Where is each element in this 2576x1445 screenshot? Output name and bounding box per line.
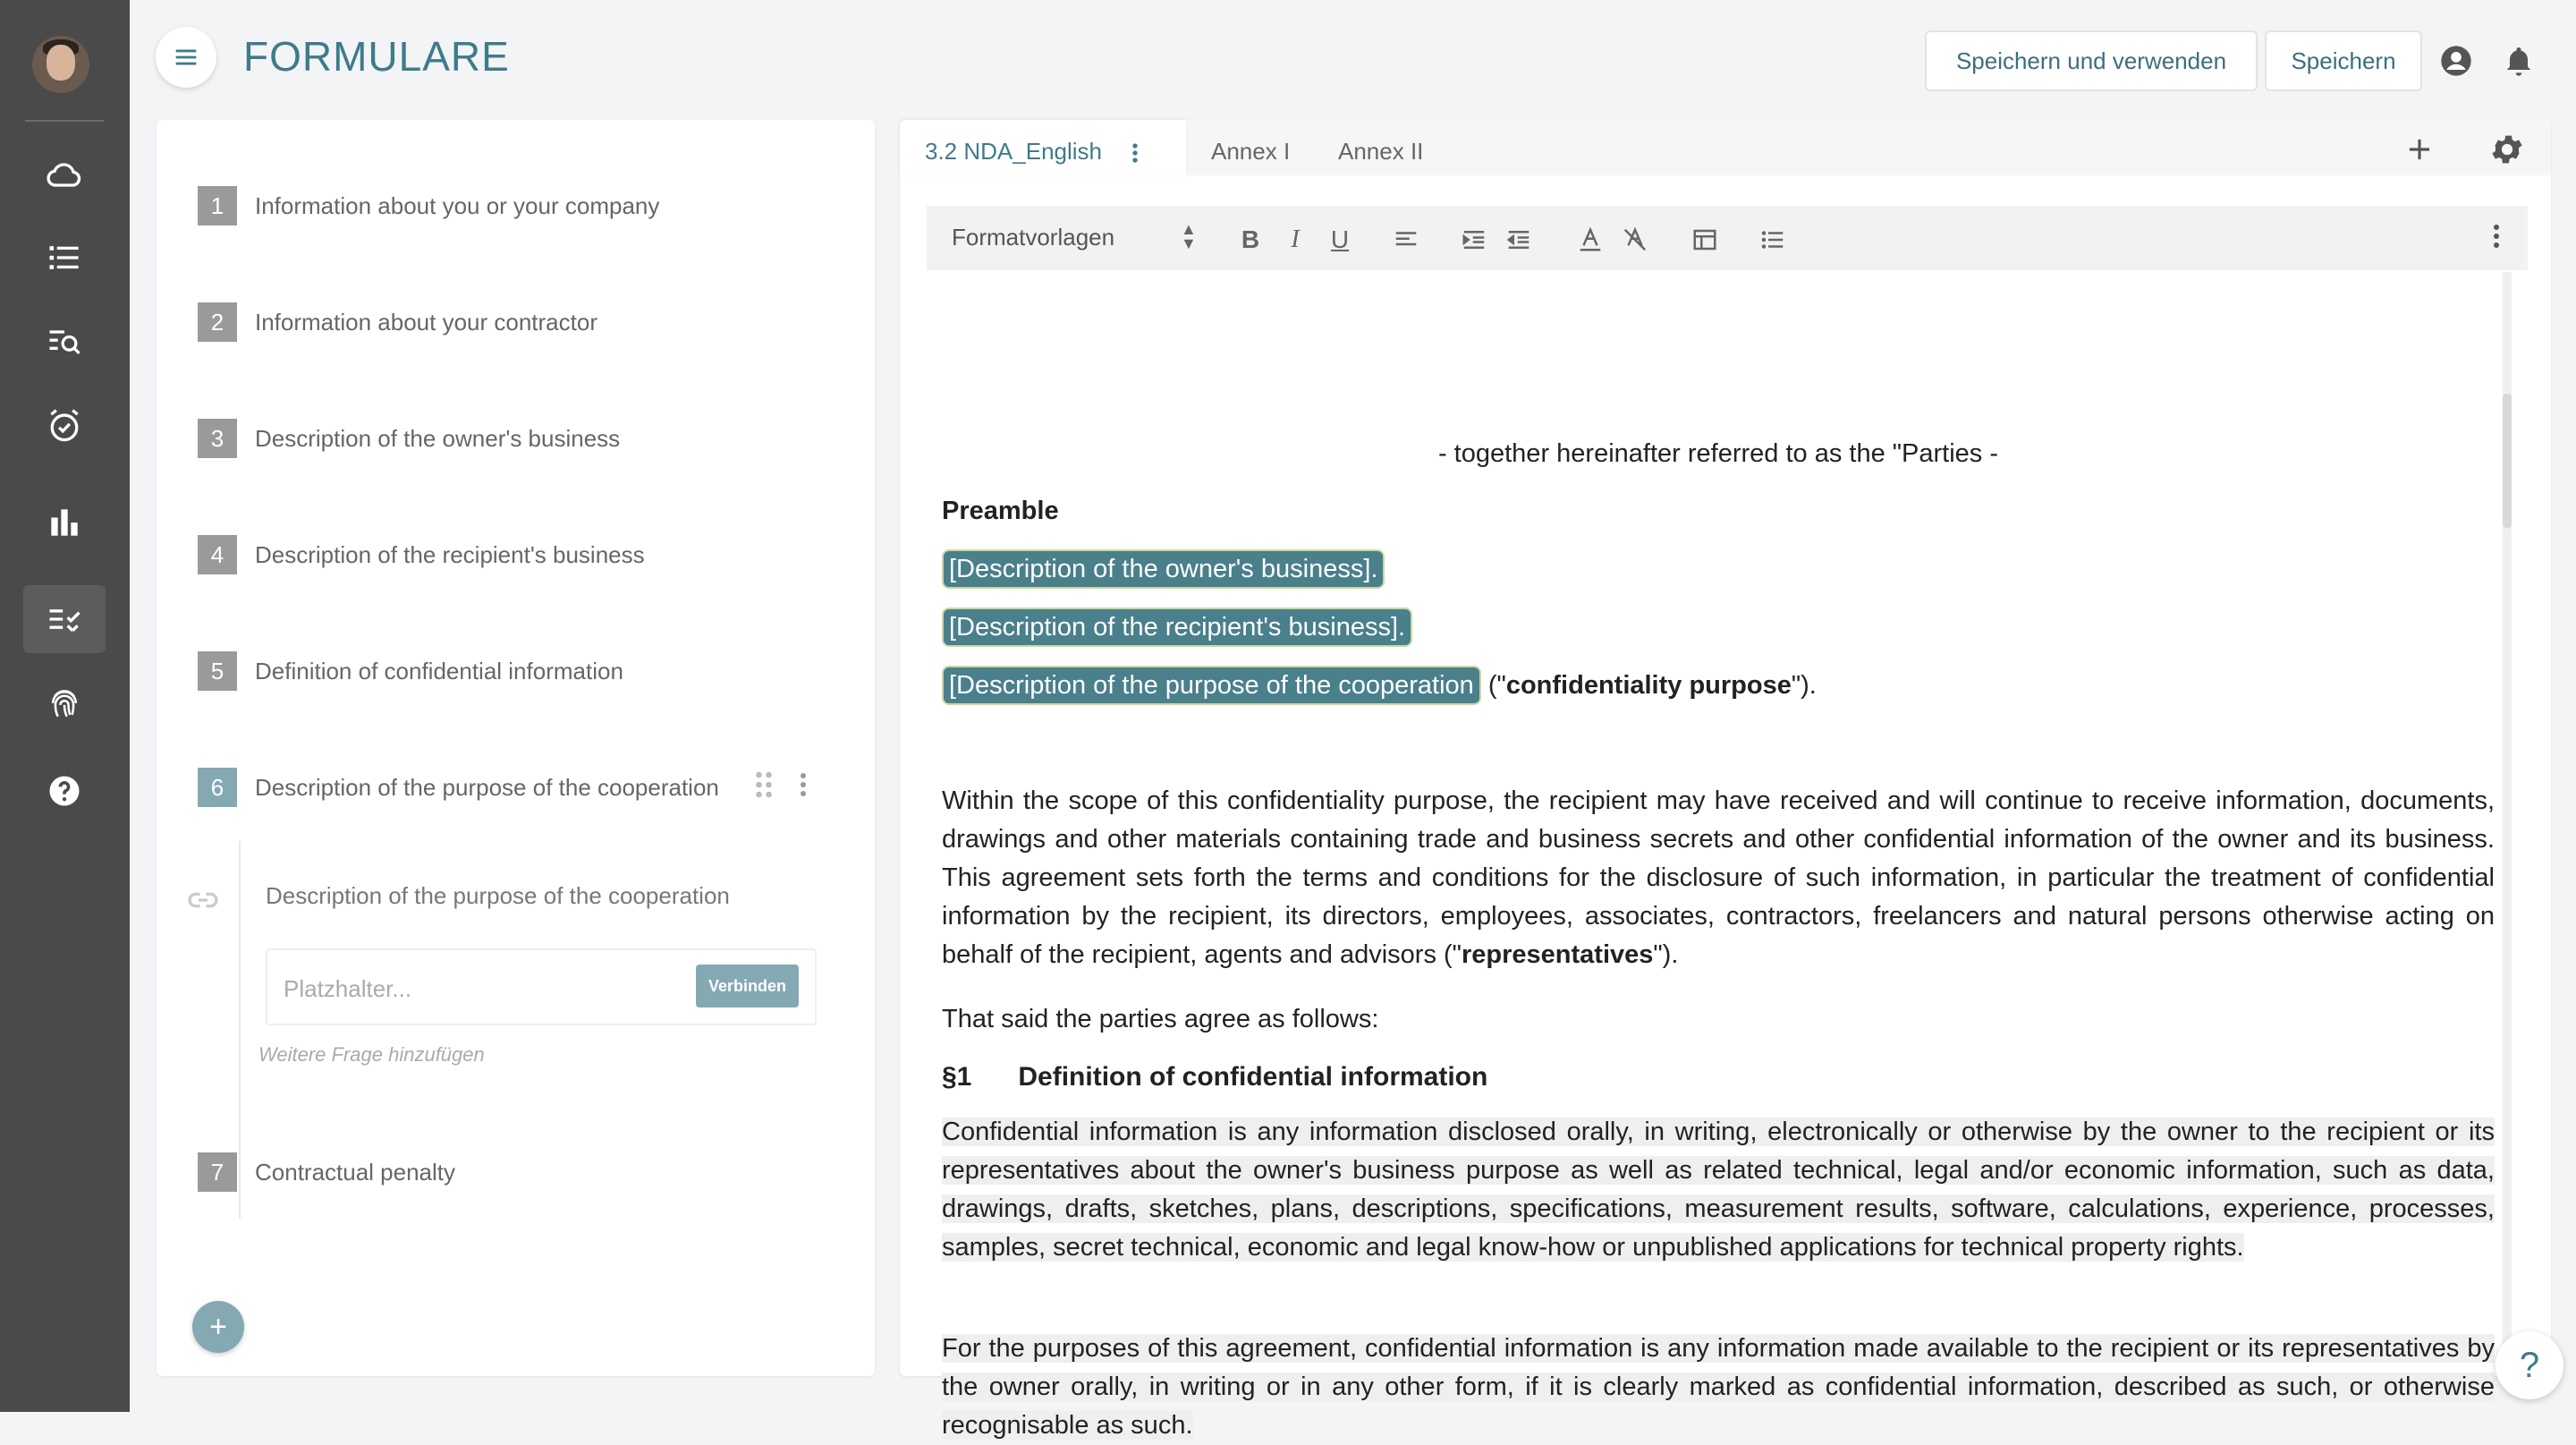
step-1[interactable] bbox=[198, 186, 659, 225]
italic-button[interactable]: I bbox=[1291, 225, 1300, 253]
step-label: Description of the recipient's business bbox=[255, 540, 645, 568]
add-question-link[interactable]: Weitere Frage hinzufügen bbox=[258, 1043, 485, 1066]
definition-paragraph-2: For the purposes of this agreement, confidential information is any information made available to the recipient or its representatives by the owner orally, in writing or in any other form, if it is clearly marked as confidential information, described as such, or otherwise recognisable as such. bbox=[942, 1334, 2495, 1440]
link-icon[interactable] bbox=[185, 882, 221, 922]
page-title: FORMULARE bbox=[243, 33, 510, 80]
step-3[interactable] bbox=[198, 419, 620, 458]
placeholder-input[interactable]: Platzhalter... bbox=[284, 975, 412, 1002]
bullet-list-icon[interactable] bbox=[1755, 222, 1791, 258]
plus-icon: + bbox=[209, 1309, 227, 1344]
questions-panel bbox=[157, 120, 875, 1376]
fingerprint-icon[interactable] bbox=[23, 669, 106, 737]
more-vertical-icon[interactable] bbox=[799, 769, 808, 800]
doc-scrollbar-thumb[interactable] bbox=[2503, 394, 2512, 528]
add-step-button[interactable] bbox=[192, 1301, 244, 1353]
section-1-heading: §1 Definition of confidential information bbox=[942, 1062, 1488, 1092]
toolbar-more-icon[interactable] bbox=[2492, 220, 2501, 257]
placeholder-tag-recipient[interactable]: [Description of the recipient's business]. bbox=[942, 608, 1412, 647]
step-number: 7 bbox=[198, 1152, 237, 1192]
bar-chart-icon[interactable] bbox=[23, 489, 106, 557]
save-and-use-button[interactable]: Speichern und verwenden bbox=[1925, 30, 2258, 91]
placeholder-tag-purpose[interactable]: [Description of the purpose of the cooperation bbox=[942, 666, 1481, 705]
left-rail bbox=[0, 0, 130, 1412]
sub-question-title: Description of the purpose of the cooperation bbox=[266, 882, 730, 909]
step-7[interactable] bbox=[198, 1152, 455, 1192]
placeholder-tag-owner[interactable]: [Description of the owner's business]. bbox=[942, 549, 1385, 589]
placeholder-field[interactable] bbox=[266, 948, 817, 1025]
help-button[interactable]: ? bbox=[2496, 1331, 2563, 1399]
connect-button[interactable]: Verbinden bbox=[696, 965, 799, 1007]
step-label: Definition of confidential information bbox=[255, 657, 623, 684]
tab-annex-1[interactable]: Annex I bbox=[1211, 138, 1291, 165]
step-number: 6 bbox=[198, 768, 237, 807]
step-label: Contractual penalty bbox=[255, 1158, 456, 1186]
tab-menu-icon[interactable] bbox=[1131, 140, 1139, 166]
agree-line: That said the parties agree as follows: bbox=[942, 1005, 1379, 1033]
step-label: Description of the owner's business bbox=[255, 424, 621, 452]
step-number: 3 bbox=[198, 419, 237, 458]
bold-button[interactable]: B bbox=[1241, 225, 1260, 253]
bell-icon[interactable] bbox=[2497, 39, 2540, 82]
step-6[interactable] bbox=[198, 768, 719, 807]
save-button[interactable]: Speichern bbox=[2265, 30, 2422, 91]
table-icon[interactable] bbox=[1687, 222, 1723, 258]
editor-panel bbox=[900, 120, 2551, 1440]
step-tools bbox=[754, 769, 808, 800]
drag-handle-icon[interactable] bbox=[754, 769, 774, 800]
underline-button[interactable]: U bbox=[1330, 225, 1350, 253]
scope-paragraph: Within the scope of this confidentiality purpose, the recipient may have received and will continue to receive information, documents, drawings and other materials containing trade and business secrets and other confidential information of the owner and its business. This agreement sets forth the terms and conditions for the disclosure of such information, in particular the treatment of confidential information by the recipient, its directors, employees, associates, contractors, freelancers and natural persons otherwise acting on behalf of the recipient, agents and advisors ("representatives"). bbox=[942, 786, 2495, 969]
indent-icon[interactable] bbox=[1456, 222, 1492, 258]
select-arrows-icon: ▲ ▼ bbox=[1181, 220, 1197, 252]
editor-toolbar bbox=[927, 206, 2528, 270]
step-label: Description of the purpose of the cooperation bbox=[255, 773, 719, 801]
step-number: 1 bbox=[198, 186, 237, 225]
hamburger-icon bbox=[171, 42, 201, 72]
tab-label: 3.2 NDA_English bbox=[925, 138, 1102, 165]
preamble-heading: Preamble bbox=[942, 497, 1059, 525]
cloud-icon[interactable] bbox=[23, 141, 106, 209]
add-tab-icon[interactable] bbox=[2402, 132, 2436, 166]
document-body[interactable] bbox=[942, 281, 2495, 1440]
menu-button[interactable] bbox=[156, 27, 216, 88]
list-icon[interactable] bbox=[23, 224, 106, 292]
step-number: 5 bbox=[198, 651, 237, 691]
help-icon[interactable] bbox=[23, 757, 106, 825]
step-4[interactable] bbox=[198, 535, 645, 574]
step-number: 2 bbox=[198, 302, 237, 342]
tab-annex-2[interactable]: Annex II bbox=[1338, 138, 1424, 165]
user-icon[interactable] bbox=[2435, 39, 2478, 82]
step-label: Information about your contractor bbox=[255, 308, 597, 336]
tab-nda-english[interactable] bbox=[900, 120, 1186, 175]
format-style-select[interactable]: Formatvorlagen bbox=[952, 224, 1115, 251]
clear-format-icon[interactable] bbox=[1617, 222, 1653, 258]
parties-line: - together hereinafter referred to as the "Parties - bbox=[1437, 439, 1999, 468]
rail-divider bbox=[25, 120, 104, 122]
step-2[interactable] bbox=[198, 302, 597, 342]
search-list-icon[interactable] bbox=[23, 308, 106, 376]
align-left-icon[interactable] bbox=[1388, 222, 1424, 258]
step-label: Information about you or your company bbox=[255, 191, 660, 219]
step-number: 4 bbox=[198, 535, 237, 574]
text-color-icon[interactable] bbox=[1572, 222, 1608, 258]
alarm-icon[interactable] bbox=[23, 392, 106, 460]
purpose-line: [Description of the purpose of the cooperation ("confidentiality purpose"). bbox=[942, 666, 2495, 705]
outdent-icon[interactable] bbox=[1501, 222, 1537, 258]
checklist-icon[interactable] bbox=[23, 585, 106, 653]
settings-icon[interactable] bbox=[2488, 131, 2526, 168]
definition-paragraph-1: Confidential information is any information disclosed orally, in writing, electronically or otherwise by the owner to the recipient or its representatives about the owner's business purpose as well as related technical, legal and/or economic information, such as data, drawings, drafts, sketches, plans, descriptions, specifications, measurement results, software, calculations, experience, processes, samples, secret technical, economic and legal know-how or unpublished applications for technical property rights. bbox=[942, 1118, 2495, 1262]
avatar[interactable] bbox=[32, 36, 89, 93]
step-5[interactable] bbox=[198, 651, 623, 691]
